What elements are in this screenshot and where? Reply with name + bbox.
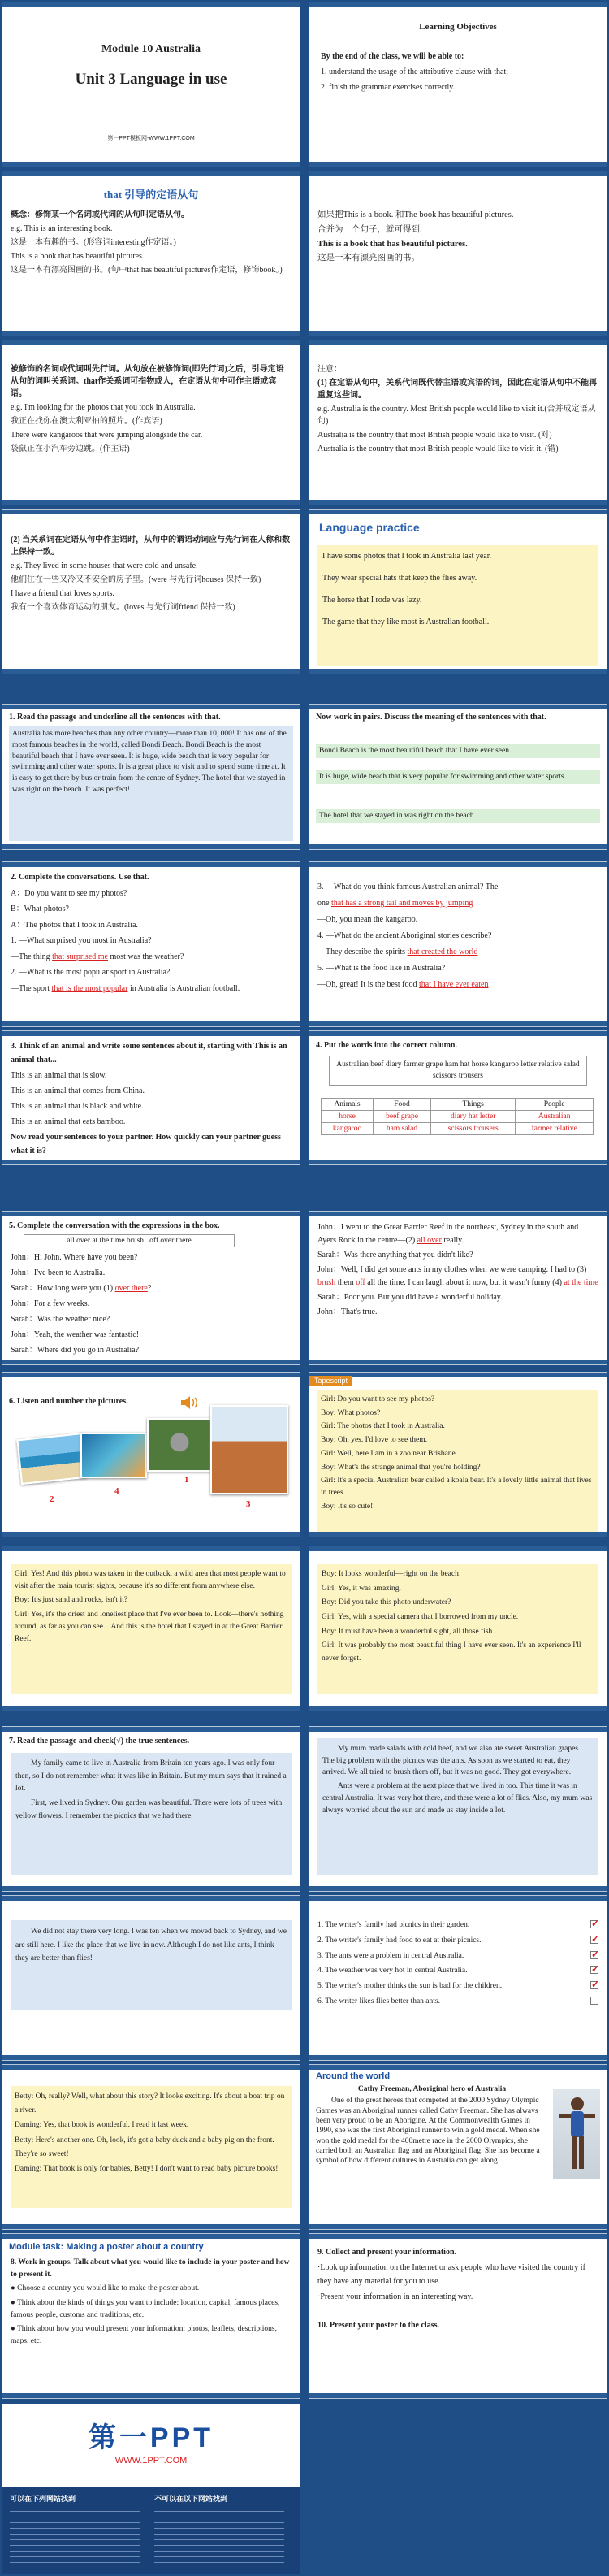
col-header: Animals [322, 1099, 374, 1111]
article-subtitle: Cathy Freeman, Aboriginal hero of Australia [357, 2085, 507, 2093]
practice-sentence: The game that they like most is Australian football. [322, 618, 490, 627]
dialogue-line: Daming: That book is only for babies, Betty! I don't want to read baby picture books! [15, 2165, 279, 2174]
dialogue-line: 4. —What do the ancient Aboriginal stories describe? [317, 931, 492, 940]
checkbox[interactable] [590, 1920, 598, 1928]
answer-blank: all over [417, 1236, 442, 1245]
objective-item: 2. finish the grammar exercises correctly. [321, 83, 456, 92]
task-instruction: 9. Collect and present your information. [317, 2248, 457, 2257]
rule-text: 被修饰的名词或代词叫先行词。从句放在被修饰词(即先行词)之后，引导定语从句的词叫关系词。that作关系词可指物或人，在定语从句中可作主语或宾语。 [11, 365, 284, 398]
checkbox[interactable] [590, 1966, 598, 1974]
slide-animal-sentences [2, 1030, 300, 1165]
dialogue-line: B：What photos? [11, 904, 69, 913]
title-footer: 第一PPT模板网-WWW.1PPT.COM [107, 136, 195, 141]
section-title: Module task: Making a poster about a country [9, 2242, 204, 2252]
bullet-text: Choose a country you would like to make the poster about. [17, 2284, 200, 2293]
dialogue-line [317, 1221, 598, 1247]
slide-around-world [309, 2064, 607, 2230]
objective-item: 1. understand the usage of the attributive clause with that; [321, 67, 509, 76]
slide-dialogue-books [2, 2064, 300, 2230]
table-cell: scissors trousers [430, 1123, 515, 1135]
dialogue-line: Sarah：Was there anything that you didn't like? [317, 1251, 473, 1260]
task-instruction: 2. Complete the conversations. Use that. [11, 873, 149, 882]
example-line: e.g. This is an interesting book. [11, 224, 113, 233]
table-cell: kangaroo [322, 1123, 374, 1135]
section-title: Around the world [316, 2071, 391, 2081]
footer-link-list-left [10, 2506, 140, 2568]
slide-complete-convo [2, 861, 300, 1027]
dialogue-line: 1. —What surprised you most in Australia? [11, 936, 152, 945]
text: —The thing [11, 952, 50, 961]
task-line: ·Present your information in an interesting way. [317, 2292, 473, 2301]
check-item [317, 1920, 598, 1931]
dialogue-line: —Oh, you mean the kangaroo. [317, 915, 418, 924]
script-line: Girl: Do you want to see my photos? [321, 1395, 435, 1403]
outback-photo [210, 1405, 288, 1494]
table-cell: horse [322, 1111, 374, 1123]
task-instruction: 7. Read the passage and check(√) the true sentences. [9, 1737, 190, 1746]
objectives-heading: Learning Objectives [419, 22, 497, 32]
dialogue-line [317, 1264, 598, 1290]
word-table [321, 1098, 594, 1135]
word-box: Australian beef diary farmer grape ham hat horse kangaroo letter relative salad scissors trousers [329, 1056, 587, 1086]
check-text: 2. The writer's family had food to eat at their picnics. [317, 1936, 482, 1945]
answer-blank: that I have ever eaten [418, 980, 489, 989]
check-text: 3. The ants were a problem in central Australia. [317, 1951, 464, 1960]
dialogue-line: Sarah：Where did you go in Australia? [11, 1346, 140, 1355]
dialogue-line: Daming: Yes, that book is wonderful. I read it last week. [15, 2121, 189, 2130]
script-line: Boy: Did you take this photo underwater? [322, 1598, 451, 1607]
translation-line: 这是一本有漂亮图画的书。(句中that has beautiful pictures作定语，修饰book。) [11, 266, 283, 275]
translation-line: 他们住在一些又冷又不安全的房子里。(were 与先行词houses 保持一致) [11, 575, 261, 584]
answer-blank: that surprised me [52, 952, 108, 961]
check-item [317, 1936, 598, 1946]
example-line: This is a book that has beautiful pictures. [11, 252, 145, 261]
footer-heading-left: 可以在下列网站找到 [10, 2495, 76, 2503]
concept-line: 概念：修饰某一个名词或代词的从句叫定语从句。 [11, 210, 189, 219]
bullet-item: ● Think about how you would present your information: photos, leaflets, descriptions, maps, etc. [11, 2324, 277, 2346]
slide-check-list [309, 1895, 607, 2061]
practice-title: Language practice [319, 521, 420, 534]
script-line: Boy: It's so cute! [321, 1502, 374, 1511]
text: —They describe the spirits [317, 948, 406, 956]
example-line: Australia is the country that most British people would like to visit it. (错) [317, 445, 559, 453]
slide-read-passage-2 [309, 1726, 607, 1892]
script-line: Girl: Yes! And this photo was taken in the outback, a wild area that most people want to visit after the main tourist sights, because it's so different from anywhere else. [15, 1570, 286, 1591]
check-text: 1. The writer's family had picnics in their garden. [317, 1921, 470, 1929]
script-line: Girl: It was probably the most beautiful thing I have ever seen. It's an experience I'll never forget. [322, 1641, 581, 1663]
slide-agreement [2, 509, 300, 674]
athlete-photo [553, 2089, 600, 2179]
script-line: Girl: Yes, it was amazing. [322, 1584, 401, 1593]
answer-blank: brush [317, 1278, 336, 1287]
passage-paragraph: We did not stay there very long. I was ten when we moved back to Sydney, and we are still here. I like the place that we live in now. Although I do not like ants, I think they are better than flies! [11, 1920, 292, 2010]
ppt-logo: 第一PPT [88, 2422, 214, 2453]
dialogue-line: John：Yeah, the weather was fantastic! [11, 1330, 140, 1339]
dialogue-line [11, 982, 292, 996]
check-text: 6. The writer likes flies better than ants. [317, 1997, 440, 2006]
reef-photo [80, 1433, 147, 1478]
slide-expressions [2, 1211, 300, 1365]
passage-paragraph: My family came to live in Australia from Britain ten years ago. I was only four then, so I do not remember what it was like in Britain. But my mum says that it rained a lot. [15, 1759, 287, 1793]
slide-tapescript-2 [2, 1546, 300, 1711]
article-text: One of the great heroes that competed at the 2000 Sydney Olympic Games was an Aboriginal runner called Cathy Freeman. She has always been very proud to be an Aborigine. At the Commonwealth Games in 1990, she was the first Aboriginal runner to win a gold medal. When she won the gold medal for the 400metre race in the 2000 Olympics, she carried both an Australian flag and an Aboriginal flag. She has become a symbol of how different cultures in Australia can get along. [316, 2097, 540, 2166]
check-item [317, 1981, 598, 1992]
dialogue-line: John：For a few weeks. [11, 1299, 90, 1308]
picture-number: 1 [184, 1475, 189, 1485]
task-instruction: 3. Think of an animal and write some sentences about it, starting with This is an animal that... [11, 1042, 287, 1065]
picture-number: 2 [50, 1494, 54, 1504]
combine-line: 如果把This is a book. 和The book has beautiful pictures. [317, 210, 514, 219]
checkbox[interactable] [590, 1951, 598, 1959]
translation-line: 我有一个喜欢体育运动的朋友。(loves 与先行词friend 保持一致) [11, 603, 235, 612]
ppt-url[interactable]: WWW.1PPT.COM [114, 2456, 188, 2465]
passage-paragraph: First, we lived in Sydney. Our garden was beautiful. There were lots of trees with yellow flowers. I remember the picnics that we had there. [15, 1799, 283, 1820]
col-header: Food [374, 1099, 431, 1111]
translation-line: 袋鼠正在小汽车旁边跳。(作主语) [11, 445, 130, 453]
script-line: Boy: It looks wonderful—right on the beach! [322, 1570, 462, 1578]
table-cell: diary hat letter [430, 1111, 515, 1123]
sentence: This is an animal that is slow. [11, 1071, 107, 1080]
bullet-text: Think about the kinds of things you want to include: location, capital, famous places, famous people, customs and traditions, etc. [11, 2298, 280, 2319]
slide-present-info [309, 2233, 607, 2399]
beach-photo [16, 1433, 87, 1485]
slide-read-passage-3 [2, 1895, 300, 2061]
sentence: This is an animal that comes from China. [11, 1086, 145, 1095]
check-item [317, 1951, 598, 1962]
dialogue-line: A：The photos that I took in Australia. [11, 920, 138, 930]
slide-objectives [309, 2, 607, 167]
example-line: e.g. They lived in some houses that were cold and unsafe. [11, 562, 198, 570]
example-line: e.g. Australia is the country. Most British people would like to visit it.(合并成定语从句) [317, 405, 596, 426]
practice-sentence: The horse that I rode was lazy. [322, 596, 422, 605]
dialogue-line: 5. —What is the food like in Australia? [317, 964, 446, 973]
picture-number: 4 [114, 1486, 119, 1496]
script-line: Boy: Oh, yes. I'd love to see them. [321, 1436, 427, 1445]
text: most was the weather? [110, 952, 184, 961]
slide-read-passage [2, 704, 300, 850]
task-instruction: 5. Complete the conversation with the expressions in the box. [9, 1221, 220, 1230]
checkbox[interactable] [590, 1936, 598, 1944]
task-instruction: 6. Listen and number the pictures. [9, 1397, 128, 1406]
check-item [317, 1997, 598, 2007]
check-text: 5. The writer's mother thinks the sun is bad for the children. [317, 1982, 503, 1991]
translation-line: 我正在找你在澳大利亚拍的照片。(作宾语) [11, 417, 162, 426]
dialogue-line: A：Do you want to see my photos? [11, 888, 127, 898]
slide-grammar-intro [2, 171, 300, 336]
practice-sentence: I have some photos that I took in Australia last year. [322, 552, 492, 561]
slide-notes [309, 340, 607, 505]
unit-title: Unit 3 Language in use [75, 71, 227, 88]
task-instruction: 8. Work in groups. Talk about what you would like to include in your poster and how to present it. [11, 2258, 290, 2279]
script-line: Boy: What's the strange animal that you're holding? [321, 1463, 481, 1472]
slide-module-task [2, 2233, 300, 2399]
partner-instruction: Now read your sentences to your partner. How quickly can your partner guess what it is? [11, 1133, 281, 1156]
answer-blank: at the time [564, 1278, 598, 1287]
slide-expressions-2 [309, 1211, 607, 1365]
table-cell: ham salad [374, 1123, 431, 1135]
objectives-intro: By the end of the class, we will be able to: [321, 52, 464, 61]
text: them [337, 1278, 354, 1287]
script-line: Girl: It's a special Australian bear called a koala bear. It's a lovely little animal that lives in trees. [321, 1477, 592, 1498]
slide-complete-convo-2 [309, 861, 607, 1027]
slide-language-practice [309, 509, 607, 674]
tapescript-tag: Tapescript [309, 1376, 352, 1386]
checkbox[interactable] [590, 1981, 598, 1989]
example-line: I have a friend that loves sports. [11, 589, 115, 598]
passage-text: Australia has more beaches than any other country—more than 10, 000! It has one of the most famous beaches in the world, called Bondi Beach. Bondi Beach is the most beautiful beach that I have ever seen. It is huge, wide beach that is very popular for swimming and other water sports. It is a great place to visit and to spend some time at. It is easy to get there by bus or train from the centre of Sydney. The hotel that we stayed in was right on the beach. It was perfect! [9, 726, 293, 841]
picture-number: 3 [246, 1499, 251, 1509]
sentence: This is an animal that is black and white. [11, 1102, 144, 1111]
speaker-icon[interactable] [179, 1395, 199, 1410]
bullet-text: Think about how you would present your information: photos, leaflets, descriptions, maps, etc. [11, 2324, 277, 2346]
table-cell: Australian [516, 1111, 594, 1123]
grammar-title: that 引导的定语从句 [103, 189, 199, 201]
task-instruction: Now work in pairs. Discuss the meaning of the sentences with that. [316, 713, 546, 722]
dialogue-line: John：I've been to Australia. [11, 1268, 106, 1277]
text: —The sport [11, 983, 50, 993]
dialogue-line [317, 945, 598, 960]
practice-sentence: They wear special hats that keep the flies away. [322, 574, 477, 583]
script-line: Boy: It must have been a wonderful sight, all those fish… [322, 1627, 500, 1636]
dialogue-line: Betty: Oh, really? Well, what about this story? It looks exciting. It's about a boat trip on a river. [15, 2092, 285, 2114]
dialogue-line [317, 896, 598, 911]
example-line: e.g. I'm looking for the photos that you took in Australia. [11, 403, 196, 412]
text: in Australia is Australian football. [129, 983, 240, 993]
slide-grammar-combine [309, 171, 607, 336]
slide-pair-discuss [309, 704, 607, 850]
dialogue-line: 3. —What do you think famous Australian animal? The [317, 883, 499, 891]
bullet-item: ● Think about the kinds of things you want to include: location, capital, famous places, famous people, customs and traditions, etc. [11, 2298, 280, 2319]
text: John：I went to the Great Barrier Reef in the northeast, Sydney in the south and Ayers Rock in the centre—(2) [317, 1223, 579, 1245]
text: John：Well, I did get some ants in my clothes when we were camping. I had to (3) [317, 1265, 587, 1274]
passage-paragraph: Ants were a problem at the next place that we lived in too. This time it was in central Australia. It was very hot there, and there were a lot of flies. Also, my mum was always worried about the sun and made us stay inside a lot. [322, 1782, 593, 1815]
text: all the time. I can laugh about it now, but it wasn't funny (4) [367, 1278, 562, 1287]
dialogue-line [317, 978, 598, 992]
script-line: Girl: The photos that I took in Australia. [321, 1422, 445, 1431]
script-line: Boy: It's just sand and rocks, isn't it? [15, 1596, 128, 1605]
text: really. [443, 1236, 464, 1245]
col-header: People [516, 1099, 594, 1111]
translation-line: 这是一本有趣的书。(形容词interesting作定语。) [11, 238, 176, 247]
text: one [317, 899, 330, 908]
task-instruction: 4. Put the words into the correct column. [316, 1041, 457, 1050]
table-cell: beef grape [374, 1111, 431, 1123]
answer-blank: that is the most popular [51, 983, 128, 993]
expression-box: all over at the time brush...off over there [24, 1234, 235, 1247]
bullet-item: ● Choose a country you would like to make the poster about. [11, 2284, 200, 2293]
slide-antecedent [2, 340, 300, 505]
script-line: Girl: Yes, with a special camera that I borrowed from my uncle. [322, 1613, 519, 1622]
discuss-sentence: The hotel that we stayed in was right on the beach. [316, 809, 600, 823]
slide-tapescript-3 [309, 1546, 607, 1711]
module-title: Module 10 Australia [101, 43, 201, 55]
script-line: Girl: Well, here I am in a zoo near Brisbane. [321, 1449, 458, 1458]
note-rule: (1) 在定语从句中，关系代词既代替主语或宾语的词，因此在定语从句中不能再重复这些词。 [317, 379, 598, 400]
passage-paragraph: My mum made salads with cold beef, and we also ate sweet Australian grapes. The big problem with the picnics was the ants. As soon as we started to eat, they arrived. We all tried to brush them off, but it was no good. They got everywhere. [322, 1745, 581, 1777]
text: ? [147, 1284, 152, 1293]
task-line: ·Look up information on the Internet or ask people who have visited the country if they have any material for you to use. [317, 2263, 585, 2286]
slide-word-columns [309, 1030, 607, 1165]
script-line: Girl: Yes, it's the driest and loneliest place that I've ever been to. Look—there's nothing around, as far as you can see…And this is the hotel that I stayed in at the Great Barrier Reef. [15, 1610, 284, 1643]
dialogue-line: John：Hi John. Where have you been? [11, 1253, 138, 1262]
check-text: 4. The weather was very hot in central Australia. [317, 1967, 468, 1975]
discuss-sentence: Bondi Beach is the most beautiful beach that I have ever seen. [316, 744, 600, 758]
example-line: Australia is the country that most British people would like to visit. (对) [317, 431, 552, 440]
answer-blank: over there [114, 1284, 148, 1293]
translation-line: 这是一本有漂亮图画的书。 [317, 254, 420, 263]
task-instruction: 1. Read the passage and underline all the sentences with that. [9, 713, 221, 722]
answer-blank: that has a strong tail and moves by jumping [330, 899, 473, 908]
dialogue-line: Sarah：Was the weather nice? [11, 1315, 110, 1324]
slide-read-check [2, 1726, 300, 1892]
example-line: There were kangaroos that were jumping alongside the car. [11, 431, 203, 440]
slide-listen-pictures [2, 1372, 300, 1537]
text: —Oh, great! It is the best food [317, 980, 417, 989]
footer-heading-right: 不可以在以下网站找到 [154, 2495, 228, 2503]
combine-line: 合并为一个句子，就可得到: [317, 224, 422, 234]
table-cell: farmer relative [516, 1123, 594, 1135]
answer-blank: off [356, 1278, 365, 1287]
note-label: 注意： [317, 365, 342, 374]
dialogue-line: Sarah：Poor you. But you did have a wonderful holiday. [317, 1293, 503, 1302]
script-line: Boy: What photos? [321, 1408, 381, 1417]
slide-ppt-footer [2, 2404, 300, 2574]
answer-blank: that created the world [407, 948, 478, 956]
dialogue-line [11, 950, 292, 965]
koala-photo [147, 1418, 212, 1472]
text: Sarah：How long were you (1) [11, 1284, 114, 1293]
dialogue-line: John：That's true. [317, 1308, 378, 1316]
col-header: Things [430, 1099, 515, 1111]
agreement-rule: (2) 当关系词在定语从句中作主语时，从句中的谓语动词应与先行词在人称和数上保持一致。 [11, 536, 291, 557]
slide-title [2, 2, 300, 167]
task-instruction: 10. Present your poster to the class. [317, 2321, 439, 2330]
sentence: This is an animal that eats bamboo. [11, 1117, 126, 1126]
footer-link-list-right [154, 2506, 284, 2568]
dialogue-line: Betty: Here's another one. Oh, look, it's got a baby duck and a baby pig on the front. They're so sweet! [15, 2136, 274, 2158]
dialogue-line [11, 1281, 292, 1295]
discuss-sentence: It is huge, wide beach that is very popular for swimming and other water sports. [316, 770, 600, 784]
checkbox[interactable] [590, 1997, 598, 2005]
dialogue-line: 2. —What is the most popular sport in Australia? [11, 968, 171, 977]
slide-tapescript [309, 1372, 607, 1537]
combined-sentence: This is a book that has beautiful pictures. [317, 239, 468, 249]
check-item [317, 1966, 598, 1976]
